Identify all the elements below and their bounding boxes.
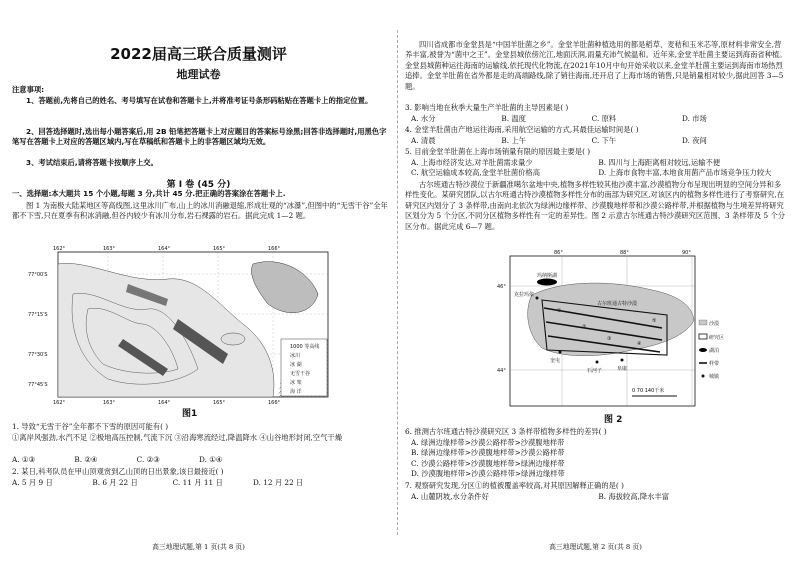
q3-option-a[interactable]: A. 水分 bbox=[411, 114, 436, 123]
legend-glacier: 冰川 bbox=[290, 353, 301, 359]
q1-option-d[interactable]: D. ①④ bbox=[198, 455, 223, 464]
map2-lat-44: 44° bbox=[497, 368, 506, 374]
q1-2-intro: 图 1 为南极大陆某地区等高线图,这里冰川广布,山上的冰川消融退缩,形成壮观的“冰瀑”,但图中的“无雪干谷”全年都不下雪,只在夏季有积冰消融,但谷内较少有冰川分布,岩石裸露的岩石。据此完成 1—2 题。 bbox=[12, 201, 388, 221]
top-lon-165: 165° bbox=[213, 246, 226, 252]
bottom-lon-166: 166° bbox=[268, 400, 281, 406]
map2-lon-90: 90° bbox=[682, 250, 691, 256]
q4-stem: 4. 金堂羊肚菌由产地运往海南,采用航空运输的方式,其最佳运输时间是( ) bbox=[405, 125, 639, 134]
bottom-lon-164: 164° bbox=[158, 400, 171, 406]
map2-scale: 0 70 140千米 bbox=[632, 388, 665, 394]
zone-4: ④ bbox=[637, 341, 642, 347]
q3-option-d[interactable]: D. 市场 bbox=[681, 114, 707, 123]
footer-left: 高三地理试题,第 1 页(共 8 页) bbox=[152, 543, 245, 551]
legend-dry-valley: 无雪干谷 bbox=[290, 371, 311, 377]
q6-7-intro: 古尔班通古特沙漠位于新疆准噶尔盆地中央,植物多样性较其他沙漠丰富,沙漠植物分布呈现出明显的空间分异和多样性变化。某研究团队,以古尔班通古特沙漠植物多样性分布的南部为研究区,对该区内的植物多样性进行了考察研究,在研究区内划分了 3 条样带,由南向北依次为绿洲边缘样带、沙漠腹地样带和沙漠公路样带,并根据植物与生境差异将研究区划分为 5 个分区,不同分区植物多样性有一定的差异性。图 2 示意古尔班通古特沙漠研究区范围、3 条样带及 5 个分区分布。据此完成 6—7 题。 bbox=[405, 180, 786, 231]
q7-stem: 7. 观察研究发现,分区①的植被覆盖率较高,对其原因解释正确的是( ) bbox=[405, 481, 624, 490]
q5-option-a[interactable]: A. 上海市经济发达,对羊肚菌需求量少 bbox=[411, 158, 533, 167]
legend-town: 城镇 bbox=[709, 374, 720, 380]
footer-right: 高三地理试题,第 2 页(共 8 页) bbox=[549, 543, 642, 551]
part-title: 第 Ⅰ 卷 (45 分) bbox=[166, 180, 231, 190]
top-lon-166: 166° bbox=[268, 246, 281, 252]
q6-option-a[interactable]: A. 绿洲边缘样带>沙漠公路样带>沙漠腹地样带 bbox=[411, 438, 565, 447]
q6-option-c[interactable]: C. 沙漠公路样带>沙漠腹地样带>绿洲边缘样带 bbox=[411, 458, 565, 468]
q3-option-b[interactable]: B. 温度 bbox=[501, 114, 526, 123]
q4-option-c[interactable]: C. 下午 bbox=[591, 136, 617, 145]
q2-options bbox=[12, 478, 392, 488]
lat-77-00: 77°00′S bbox=[28, 272, 48, 278]
legend-study-area: 研究区 bbox=[709, 335, 725, 341]
figure-2-map bbox=[497, 250, 725, 410]
q5-option-b[interactable]: B. 四川与上海距离相对较远,运输不便 bbox=[598, 158, 721, 167]
q2-stem: 2. 某日,科考队员在甲山顶观赏到乙山顶的日出景象,该日最接近( ) bbox=[12, 467, 224, 476]
lat-77-45: 77°45′S bbox=[28, 382, 48, 388]
q6-option-b[interactable]: B. 绿洲边缘样带>沙漠腹地样带>沙漠公路样带 bbox=[411, 448, 565, 458]
legend-contour: 1000 等高线 bbox=[290, 344, 320, 350]
figure-1-map bbox=[28, 244, 368, 406]
q4-option-d[interactable]: D. 夜间 bbox=[681, 136, 707, 145]
top-lon-163: 163° bbox=[103, 246, 116, 252]
figure-1-caption: 图1 bbox=[182, 409, 198, 419]
q5-option-d[interactable]: D. 上海市食物丰富,本地食用菌产品市场竞争压力较大 bbox=[598, 168, 772, 178]
legend-ice-shelf: 冰 架 bbox=[290, 380, 302, 386]
place-fukang: 阜康 bbox=[617, 366, 628, 372]
q7-option-a[interactable]: A. 山麓阴坡,水分条件好 bbox=[411, 492, 489, 501]
q4-options bbox=[411, 136, 787, 146]
legend-ice-lake: 冰 湖 bbox=[290, 362, 302, 368]
q1-options bbox=[12, 455, 392, 465]
place-shihezi: 石河子 bbox=[587, 368, 603, 374]
legend-lake: 湖泊 bbox=[709, 348, 720, 354]
section-heading: 一、选择题:本大题共 15 个小题,每题 3 分,共计 45 分.把正确的答案涂在答题卡上. bbox=[12, 189, 286, 198]
notice-item-2: 2、回答选择题时,选出每小题答案后,用 2B 铅笔把答题卡上对应题目的答案标号涂黑;回答非选择题时,用黑色字笔写在答题卡上对应的答题区域内,写在草稿纸和答题卡上的非答题区域均无效。 bbox=[12, 127, 387, 147]
zone-5: ⑤ bbox=[652, 318, 657, 324]
figure-2-caption: 图 2 bbox=[604, 415, 623, 425]
bottom-lon-163: 163° bbox=[103, 400, 116, 406]
legend-desert: 沙漠 bbox=[709, 321, 720, 327]
exam-subtitle: 地理试卷 bbox=[176, 68, 221, 81]
q3-option-c[interactable]: C. 原料 bbox=[591, 114, 617, 123]
notice-heading: 注意事项: bbox=[12, 85, 45, 94]
lat-77-30: 77°30′S bbox=[28, 352, 48, 358]
q3-5-intro: 四川省成都市金堂县是“中国羊肚菌之乡”。金堂羊肚菌种植选用的都是稻草、麦秸和玉米芯等,原材料非常安全,营养丰富,被誉为“菌中之王”。金堂县城依傍沱江,地面沃润,雨量充沛气候温和。近年来,金堂羊肚菌主要运到海南省种植。金堂县城菌种运往海南的运输线,依托现代化物流,在2021年10月中旬开始采收以来,金堂羊肚菌主要运到海南市场热烈追捧。金堂羊肚菌在省外都是走的高端路线,除了销往海南,还开启了上海市场的销售,只是销量相对较少,据此回答 3—5 题。 bbox=[405, 40, 787, 91]
legend-ocean: 海 洋 bbox=[290, 389, 302, 395]
notice-item-3: 3、考试结束后,请将答题卡按顺序上交。 bbox=[26, 158, 158, 167]
q6-stem: 6. 推测古尔班通古特沙漠研究区 3 条样带植物多样性的差异( ) bbox=[405, 427, 607, 436]
top-lon-162: 162° bbox=[53, 246, 66, 252]
place-manas-lake: 玛纳斯湖 bbox=[537, 273, 558, 279]
q2-option-b[interactable]: B. 6 月 22 日 bbox=[92, 478, 138, 487]
zone-1: ① bbox=[557, 308, 562, 314]
bottom-lon-162: 162° bbox=[53, 400, 66, 406]
q2-option-a[interactable]: A. 5 月 9 日 bbox=[12, 478, 53, 487]
q7-options bbox=[411, 492, 787, 502]
q1-option-c[interactable]: C. ②③ bbox=[136, 455, 160, 464]
lat-77-15: 77°15′S bbox=[28, 312, 48, 318]
zone-3: ③ bbox=[607, 336, 612, 342]
top-lon-164: 164° bbox=[158, 246, 171, 252]
legend-transect: 样带 bbox=[709, 361, 720, 367]
q1-stem: 1. 导致“无雪干谷”全年都不下雪的原因可能有( ) bbox=[12, 422, 169, 431]
q4-option-b[interactable]: B. 上午 bbox=[501, 136, 526, 145]
q1-option-a[interactable]: A. ①③ bbox=[12, 455, 35, 464]
q5-stem: 5. 目前金堂羊肚菌在上海市场销量有限的原因最主要是( ) bbox=[405, 147, 591, 156]
zone-2: ② bbox=[582, 324, 587, 330]
exam-title: 2022届高三联合质量测评 bbox=[110, 45, 287, 63]
q2-option-d[interactable]: D. 12 月 22 日 bbox=[252, 478, 304, 487]
q5-options bbox=[411, 158, 787, 179]
map2-lon-88: 88° bbox=[620, 250, 629, 256]
q6-option-d[interactable]: D. 沙漠腹地样带>沙漠公路样带>绿洲边缘样带 bbox=[411, 469, 565, 479]
notice-item-1: 1、答题前,先将自己的姓名、考号填写在试卷和答题卡上,并将准考证号条形码粘贴在答题卡上的指定位置。 bbox=[26, 96, 373, 105]
q6-options bbox=[411, 438, 787, 480]
q3-options bbox=[411, 114, 787, 124]
page-right bbox=[397, 0, 794, 561]
map2-lon-86: 86° bbox=[554, 250, 563, 256]
place-kuytun: 奎屯 bbox=[550, 358, 561, 364]
q2-option-c[interactable]: C. 11 月 11 日 bbox=[172, 478, 223, 487]
bottom-lon-165: 165° bbox=[213, 400, 226, 406]
place-karamay: 克拉玛依 bbox=[514, 292, 535, 298]
q7-option-b[interactable]: B. 海拔较高,降水丰富 bbox=[598, 492, 670, 501]
q3-stem: 3. 影响当地在秋季大量生产羊肚菌的主导因素是( ) bbox=[405, 103, 569, 112]
q5-option-c[interactable]: C. 航空运输成本较高,金堂羊肚菌价格高 bbox=[411, 168, 541, 178]
q1-statements: ①离岸风强劲,水汽不足 ②极地高压控制,气流下沉 ③沿海寒流经过,降温降水 ④山谷地形封闭,空气干燥 bbox=[12, 433, 342, 442]
map2-lat-46: 46° bbox=[497, 284, 506, 290]
place-gurbantunggut: 古尔班通古特沙漠 bbox=[597, 301, 638, 307]
q1-option-b[interactable]: B. ②④ bbox=[74, 455, 98, 464]
q4-option-a[interactable]: A. 清晨 bbox=[411, 136, 436, 145]
